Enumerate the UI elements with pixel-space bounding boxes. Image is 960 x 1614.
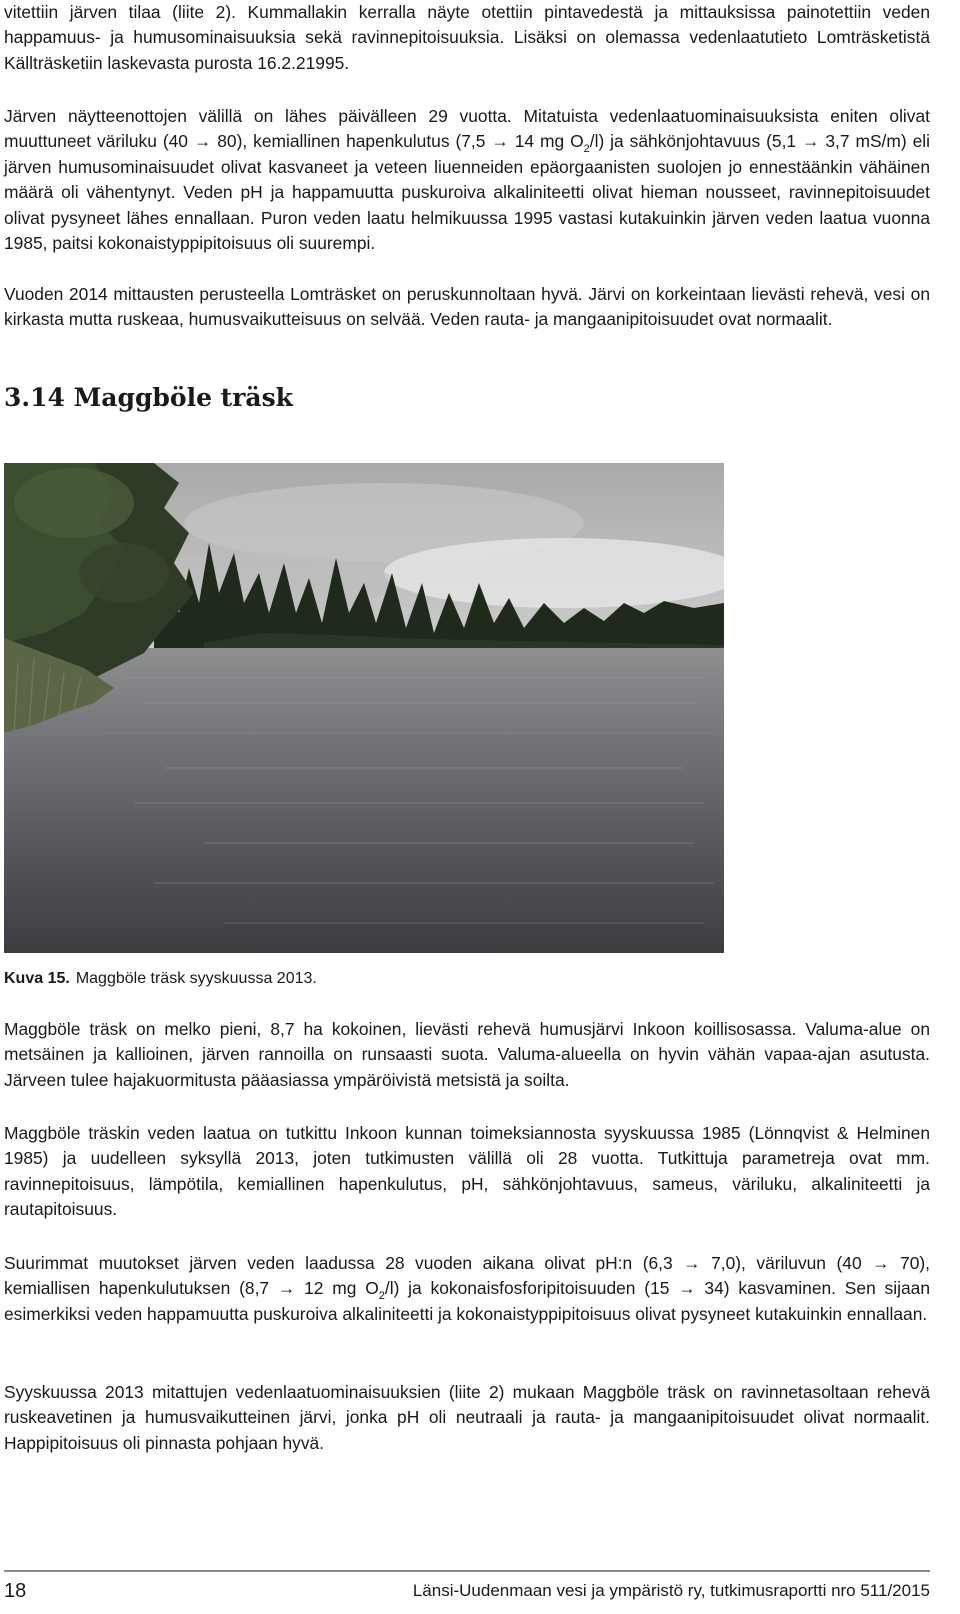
paragraph-text: Järven näytteenottojen välillä on lähes päivälleen 29 vuotta. Mitatuista vedenlaatuominaisuuksista eniten olivat muuttuneet väriluku (40 → 80), kemiallinen hapenkulutus (7,5 → 14 mg O xyxy=(4,106,930,152)
paragraph-text: /l) ja sähkönjohtavuus (5,1 → 3,7 mS/m) eli järven humusominaisuudet olivat kasvaneet ja veteen liuenneiden epäorgaanisten suolojen jo ennestäänkin vähäinen määrä oli vähentynyt. Veden pH ja happamuutta puskuroiva alkaliniteetti olivat hieman nousseet, ravinnepitoisuudet olivat pysyneet lähes ennallaan. Puron veden laatu helmikuussa 1995 vastasi kutakuinkin järven veden laatua vuonna 1985, paitsi kokonaistyppipitoisuus oli suurempi. xyxy=(4,131,931,254)
paragraph-water-quality-change xyxy=(4,104,930,256)
caption-label: Kuva 15. xyxy=(4,970,70,987)
paragraph-text: /l) ja kokonaisfosforipitoisuuden (15 → 34) kasvaminen. Sen sijaan esimerkiksi veden happamuutta puskuroiva alkaliniteetti ja kokonaistyppipitoisuus olivat pysyneet kutakuinkin ennallaan. xyxy=(4,1278,930,1324)
section-heading: 3.14 Maggböle träsk xyxy=(4,383,294,412)
figure-caption xyxy=(4,970,317,988)
footer-divider xyxy=(4,1570,930,1572)
publication-info: Länsi-Uudenmaan vesi ja ympäristö ry, tutkimusraportti nro 511/2015 xyxy=(412,1581,930,1600)
page-number: 18 xyxy=(4,1580,27,1602)
lake-photo xyxy=(4,463,724,953)
paragraph-intro: vitettiin järven tilaa (liite 2). Kummallakin kerralla näyte otettiin pintavedestä ja mittauksissa painotettiin veden happamuus- ja humusominaisuuksia sekä ravinnepitoisuuksia. Lisäksi on olemassa vedenlaatutieto Lomträsketistä Källträsketiin laskevasta purosta 16.2.21995. xyxy=(4,2,930,73)
subscript: 2 xyxy=(583,143,590,156)
paragraph-text: Suurimmat muutokset järven veden laadussa 28 vuoden aikana olivat pH:n (6,3 → 7,0), väriluvun (40 → 70), kemiallisen hapenkulutuksen (8,7 → 12 mg O xyxy=(4,1253,930,1299)
caption-text: Maggböle träsk syyskuussa 2013. xyxy=(75,970,317,987)
paragraph-study-history: Maggböle träskin veden laatua on tutkittu Inkoon kunnan toimeksiannosta syyskuussa 1985 (Lönnqvist & Helminen 1985) ja uudelleen syksyllä 2013, joten tutkimusten välillä oli 28 vuotta. Tutkittuja parametreja ovat mm. ravinnepitoisuus, lämpötila, kemiallinen hapenkulutus, pH, sähkönjohtavuus, sameus, väriluku, alkaliniteetti ja rautapitoisuus. xyxy=(4,1123,930,1220)
paragraph-lake-description: Maggböle träsk on melko pieni, 8,7 ha kokoinen, lievästi rehevä humusjärvi Inkoon koillisosassa. Valuma-alue on metsäinen ja kallioinen, järven rannoilla on runsaasti suota. Valuma-alueella on hyvin vähän vapaa-ajan asutusta. Järveen tulee hajakuormitusta pääasiassa ympäröivistä metsistä ja soilta. xyxy=(4,1019,930,1090)
subscript: 2 xyxy=(378,1290,385,1303)
paragraph-largest-changes xyxy=(4,1251,930,1327)
paragraph-summary-2013: Syyskuussa 2013 mitattujen vedenlaatuominaisuuksien (liite 2) mukaan Maggböle träsk on ravinnetasoltaan rehevä ruskeavetinen ja humusvaikutteinen järvi, jonka pH oli neutraali ja rauta- ja mangaanipitoisuudet olivat normaalit. Happipitoisuus oli pinnasta pohjaan hyvä. xyxy=(4,1382,930,1453)
paragraph-condition-2014: Vuoden 2014 mittausten perusteella Lomträsket on peruskunnoltaan hyvä. Järvi on korkeintaan lievästi rehevä, vesi on kirkasta mutta ruskeaa, humusvaikutteisuus on selvää. Veden rauta- ja mangaanipitoisuudet ovat normaalit. xyxy=(4,284,930,330)
